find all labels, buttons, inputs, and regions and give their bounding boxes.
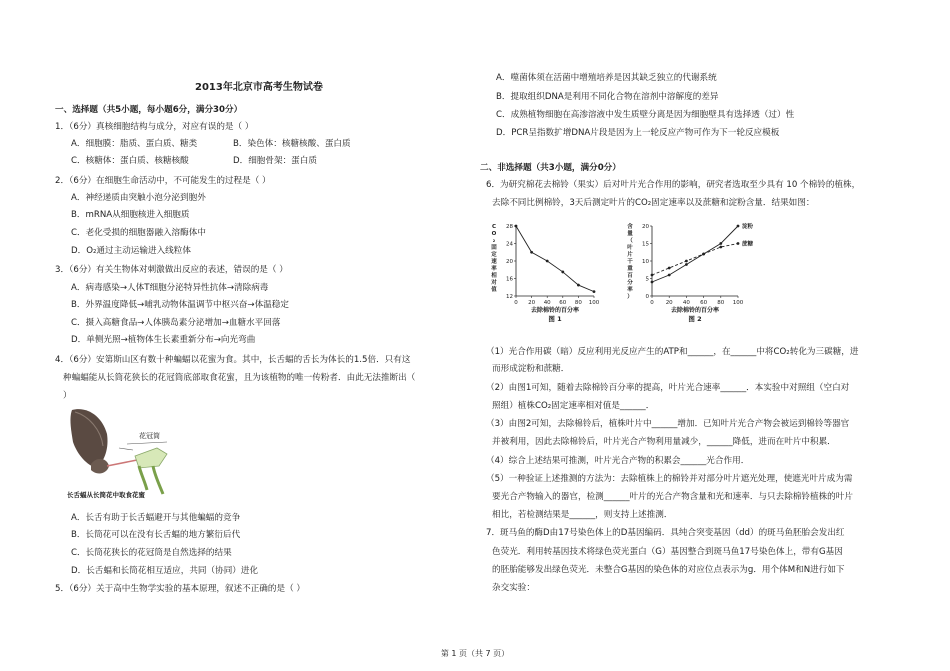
series-line-1 <box>652 226 738 282</box>
bat-flower-figure <box>67 404 187 502</box>
data-point <box>719 242 722 245</box>
q4-option-d: D．长舌蝠和长筒花相互适应，共同（协同）进化 <box>71 566 259 576</box>
x-tick-label: 20 <box>528 300 536 306</box>
q4-stem-line-2: 种蝙蝠能从长筒花狭长的花冠筒底部取食花蜜，且为该植物的唯一传粉者．由此无法推断出（ <box>63 373 416 383</box>
q7-line-2: 色荧光．利用转基因技术将绿色荧光蛋白（G）基因整合到斑马鱼17号染色体上，带有G基因 <box>492 547 843 557</box>
q6-part3-line-2: 并被利用，因此去除棉铃后，叶片光合产物利用量减少，______降低，进而在叶片中积累． <box>492 437 836 447</box>
x-tick-label: 100 <box>588 300 600 306</box>
data-point <box>530 251 533 254</box>
q2-option-c: C．老化受损的细胞器融入溶酶体中 <box>71 228 206 238</box>
x-axis-label: 去除棉铃的百分率 <box>670 307 720 314</box>
page-title: 2013年北京市高考生物试卷 <box>195 82 323 93</box>
q2-stem: 2．（6分）在细胞生命活动中，不可能发生的过程是（ ） <box>55 176 271 186</box>
y-tick-label: 20 <box>506 259 513 265</box>
flower-tube-label: 花冠筒 <box>139 432 160 440</box>
q1-option-a: A．细胞膜：脂质、蛋白质、糖类 <box>71 139 198 149</box>
q6-part1-line-1: （1）光合作用碳（暗）反应利用光反应产生的ATP和______，在______中将CO₂转化为三碳糖，进 <box>486 347 859 357</box>
x-tick-label: 60 <box>700 300 708 306</box>
y-axis-label-char: 率 <box>491 266 497 272</box>
x-tick-label: 0 <box>650 300 654 306</box>
q5-option-d: D．PCR呈指数扩增DNA片段是因为上一轮反应产物可作为下一轮反应模板 <box>496 128 780 138</box>
q2-option-d: D．O₂通过主动运输进入线粒体 <box>71 246 191 256</box>
q4-stem-line-3: ） <box>63 391 72 401</box>
y-tick-label: 10 <box>642 259 649 265</box>
data-point <box>651 274 654 277</box>
section-1-heading: 一、选择题（共5小题，每小题6分，满分30分） <box>55 105 243 115</box>
x-tick-label: 60 <box>559 300 567 306</box>
y-axis-label-char: 含 <box>627 224 633 230</box>
section-2-heading: 二、非选择题（共3小题，满分0分） <box>480 163 621 173</box>
q6-part2-line-2: 照组）植株CO₂固定速率相对值是______． <box>492 401 655 411</box>
y-tick-label: 20 <box>642 224 649 230</box>
page-footer: 第 1 页（共 7 页） <box>440 649 510 658</box>
figures-area <box>480 214 900 338</box>
chart-title: 图 1 <box>548 315 562 323</box>
y-tick-label: 16 <box>506 276 513 283</box>
q5-option-c: C．成熟植物细胞在高渗溶液中发生质壁分离是因为细胞壁具有选择透（过）性 <box>496 110 795 120</box>
q7-line-3: 的胚胎能够发出绿色荧光．未整合G基因的染色体的对应位点表示为g．用个体M和N进行如下 <box>492 565 845 575</box>
q1-option-b: B．染色体：核糖核酸、蛋白质 <box>233 139 351 149</box>
y-axis-label-char: 百 <box>627 273 633 279</box>
q6-part5-line-3: 相比，若检测结果是______，则支持上述推测． <box>492 510 673 520</box>
data-point <box>577 284 580 287</box>
data-point <box>515 225 518 228</box>
y-axis-label-char: ） <box>627 294 633 300</box>
x-tick-label: 80 <box>574 300 582 306</box>
data-point <box>719 246 722 249</box>
chart-1 <box>490 224 600 323</box>
data-point <box>737 242 740 245</box>
q6-part5-line-1: （5）一种验证上述推测的方法为：去除植株上的棉铃并对部分叶片遮光处理，使遮光叶片成为需 <box>486 474 853 484</box>
legend-label: 淀粉 <box>742 224 754 230</box>
x-tick-label: 80 <box>717 300 725 306</box>
q1-option-d: D．细胞骨架：蛋白质 <box>233 156 317 166</box>
y-axis-label-char: 值 <box>491 287 497 293</box>
q5-option-a: A．噬菌体须在活菌中增殖培养是因其缺乏独立的代谢系统 <box>496 73 717 83</box>
q4-option-c: C．长筒花狭长的花冠筒是自然选择的结果 <box>71 548 232 558</box>
figure-caption: 长舌蝠从长筒花中取食花蜜 <box>67 491 145 499</box>
q1-option-c: C．核糖体：蛋白质、核糖核酸 <box>71 156 189 166</box>
y-tick-label: 12 <box>506 294 513 300</box>
data-point <box>546 260 549 263</box>
x-tick-label: 40 <box>543 300 551 306</box>
y-axis-label-char: 率 <box>627 287 633 293</box>
q6-part5-line-2: 要光合产物输入的器官，检测______叶片的光合产物含量和光和速率．与只去除棉铃植株的叶片 <box>492 492 853 502</box>
q3-option-d: D．单侧光照→植物体生长素重新分布→向光弯曲 <box>71 335 256 345</box>
data-point <box>668 274 671 277</box>
q7-line-1: 7．斑马鱼的酶D由17号染色体上的D基因编码．具纯合突变基因（dd）的斑马鱼胚胎会发出红 <box>486 528 845 538</box>
q4-option-b: B．长筒花可以在没有长舌蝠的地方繁衍后代 <box>71 530 241 540</box>
q6-part1-line-2: 而形成淀粉和蔗糖． <box>492 364 570 374</box>
y-tick-label: 28 <box>506 224 513 230</box>
x-tick-label: 20 <box>665 300 673 306</box>
y-axis-label-char: 重 <box>627 266 633 272</box>
q4-stem-line-1: 4．（6分）安第斯山区有数十种蝙蝠以花蜜为食。其中，长舌蝠的舌长为体长的1.5倍．只有这 <box>55 355 411 365</box>
x-tick-label: 0 <box>514 300 518 306</box>
q6-stem-line-1: 6．为研究棉花去棉铃（果实）后对叶片光合作用的影响，研究者选取至少具有 10 个棉铃的植株， <box>486 180 861 190</box>
y-axis-label-char: 固 <box>491 245 497 251</box>
y-axis-label-char: 片 <box>627 252 633 258</box>
series-line-1 <box>516 226 594 292</box>
legend-label: 蔗糖 <box>742 241 754 248</box>
y-axis-label-char: 量 <box>627 231 633 237</box>
q3-stem: 3．（6分）有关生物体对刺激做出反应的表述，错误的是（ ） <box>55 265 288 275</box>
x-axis-label: 去除棉铃的百分率 <box>530 307 580 314</box>
q6-part2-line-1: （2）由图1可知，随着去除棉铃百分率的提高，叶片光合速率______．本实验中对照组（空白对 <box>486 383 850 393</box>
data-point <box>561 271 564 274</box>
y-axis-label-char: 分 <box>627 280 633 286</box>
q6-part3-line-1: （3）由图2可知，去除棉铃后，植株叶片中______增加．已知叶片光合产物会被运到棉铃等器官 <box>486 419 850 429</box>
q4-option-a: A．长舌有助于长舌蝠避开与其他蝙蝠的竞争 <box>71 513 241 523</box>
q1-stem: 1．（6分）真核细胞结构与成分，对应有误的是（ ） <box>55 122 254 132</box>
data-point <box>593 290 596 293</box>
q3-option-c: C．摄入高糖食品→人体胰岛素分泌增加→血糖水平回落 <box>71 318 281 328</box>
y-axis-label-char: O <box>491 231 497 237</box>
data-point <box>685 263 688 266</box>
q7-line-4: 杂交实验： <box>492 583 535 593</box>
y-tick-label: 5 <box>645 276 649 283</box>
data-point <box>651 281 654 284</box>
q5-option-b: B．提取组织DNA是利用不同化合物在溶剂中溶解度的差异 <box>496 92 719 102</box>
y-tick-label: 0 <box>645 294 649 300</box>
y-axis-label-char: 定 <box>491 252 497 258</box>
x-tick-label: 100 <box>732 300 744 306</box>
q6-part4: （4）综合上述结果可推测，叶片光合产物的积累会______光合作用． <box>486 456 750 466</box>
data-point <box>702 253 705 256</box>
y-axis-label-char: 叶 <box>627 245 633 251</box>
chart-title: 图 2 <box>688 315 702 323</box>
data-point <box>737 225 740 228</box>
y-axis-label-char: ₂ <box>492 238 496 244</box>
q2-option-a: A．神经递质由突触小泡分泌到胞外 <box>71 193 206 203</box>
y-tick-label: 24 <box>506 241 513 248</box>
y-axis-label-char: C <box>491 224 497 230</box>
q5-stem: 5．（6分）关于高中生物学实验的基本原理，叙述不正确的是（ ） <box>55 584 305 594</box>
y-axis-label-char: 速 <box>491 259 497 265</box>
chart-2 <box>626 222 753 323</box>
q3-option-a: A．病毒感染→人体T细胞分泌特异性抗体→清除病毒 <box>71 283 269 293</box>
data-point <box>668 267 671 270</box>
y-axis-label-char: 干 <box>627 259 633 265</box>
y-tick-label: 15 <box>642 241 649 248</box>
y-axis-label-char: 对 <box>491 280 497 286</box>
y-axis-label-char: 相 <box>491 273 497 279</box>
x-tick-label: 40 <box>682 300 690 306</box>
q6-stem-line-2: 去除不同比例棉铃，3天后测定叶片的CO₂固定速率以及蔗糖和淀粉含量．结果如图： <box>492 198 815 208</box>
q2-option-b: B．mRNA从细胞核进入细胞质 <box>71 210 190 220</box>
q3-option-b: B．外界温度降低→哺乳动物体温调节中枢兴奋→体温稳定 <box>71 300 289 310</box>
y-axis-label-char: （ <box>627 238 633 244</box>
bat-illustration <box>67 404 187 502</box>
data-point <box>685 260 688 263</box>
